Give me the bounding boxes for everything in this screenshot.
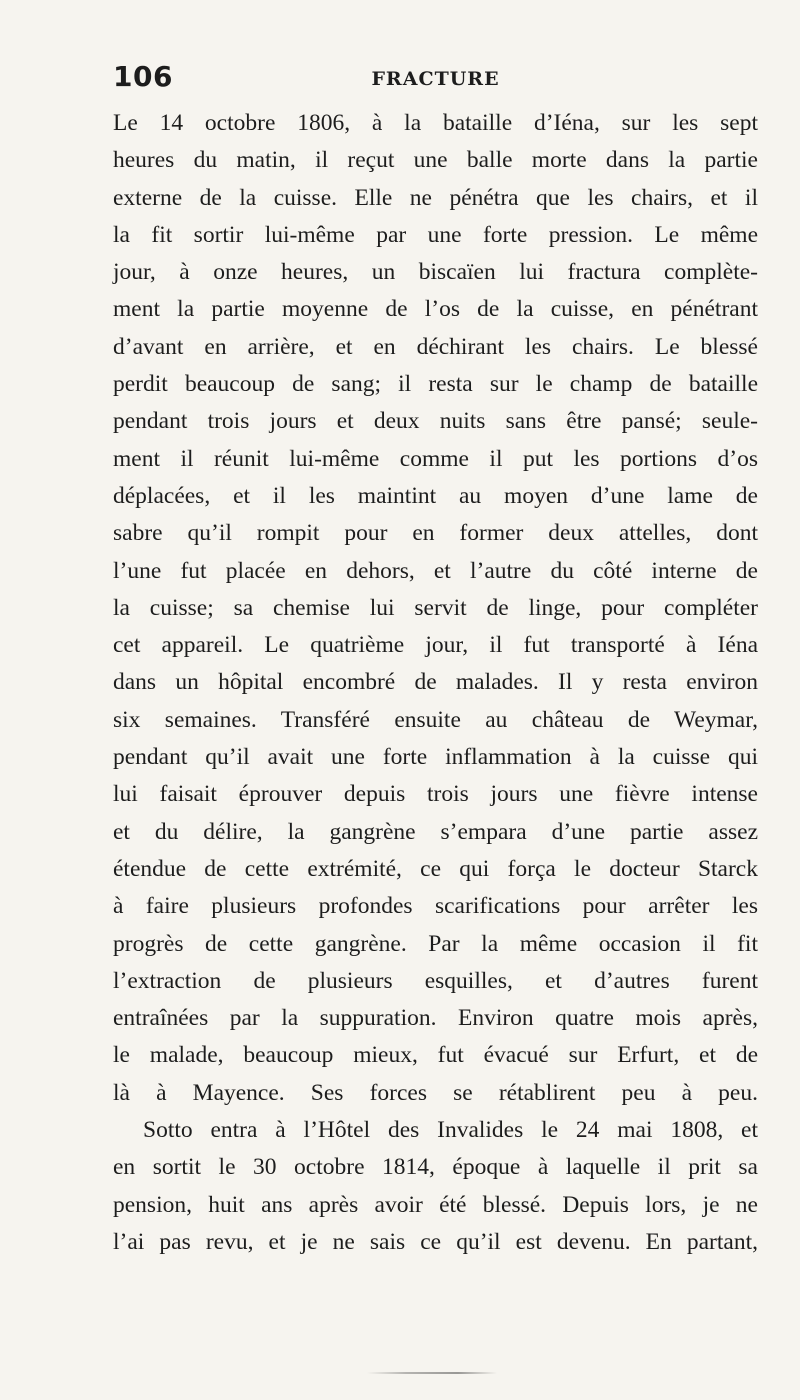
text-line: l’une fut placée en dehors, et l’autre du côté interne de	[113, 557, 758, 584]
text-line: cet appareil. Le quatrième jour, il fut transporté à Iéna	[113, 632, 758, 659]
text-line: la cuisse; sa chemise lui servit de linge, pour compléter	[113, 594, 758, 621]
text-line: étendue de cette extrémité, ce qui força le docteur Starck	[113, 855, 758, 882]
text-line: le malade, beaucoup mieux, fut évacué sur Erfurt, et de	[113, 1042, 758, 1069]
text-line: lui faisait éprouver depuis trois jours une fièvre intense	[113, 781, 758, 808]
text-line: en sortit le 30 octobre 1814, époque à laquelle il prit sa	[113, 1154, 758, 1181]
text-line: heures du matin, il reçut une balle morte dans la partie	[113, 147, 758, 174]
text-line: à faire plusieurs profondes scarifications pour arrêter les	[113, 893, 758, 920]
text-line: la fit sortir lui-même par une forte pression. Le même	[113, 221, 758, 248]
text-line: pension, huit ans après avoir été blessé. Depuis lors, je ne	[113, 1191, 758, 1218]
text-line: ment il réunit lui-même comme il put les portions d’os	[113, 445, 758, 472]
text-line: et du délire, la gangrène s’empara d’une partie assez	[113, 818, 758, 845]
body-text	[113, 105, 758, 1261]
text-line: là à Mayence. Ses forces se rétablirent peu à peu.	[113, 1079, 758, 1106]
text-line: dans un hôpital encombré de malades. Il y resta environ	[113, 669, 758, 696]
text-line: externe de la cuisse. Elle ne pénétra que les chairs, et il	[113, 184, 758, 211]
text-line: Sotto entra à l’Hôtel des Invalides le 24 mai 1808, et	[143, 1117, 758, 1144]
text-line: l’ai pas revu, et je ne sais ce qu’il est devenu. En partant,	[113, 1228, 758, 1255]
text-line: sabre qu’il rompit pour en former deux attelles, dont	[113, 520, 758, 547]
text-line: pendant trois jours et deux nuits sans être pansé; seule-	[113, 408, 758, 435]
text-line: progrès de cette gangrène. Par la même occasion il fit	[113, 930, 758, 957]
text-line: l’extraction de plusieurs esquilles, et d’autres furent	[113, 967, 758, 994]
page-smudge	[367, 1372, 497, 1374]
text-line: six semaines. Transféré ensuite au château de Weymar,	[113, 706, 758, 733]
text-line: perdit beaucoup de sang; il resta sur le champ de bataille	[113, 371, 758, 398]
text-line: entraînées par la suppuration. Environ quatre mois après,	[113, 1005, 758, 1032]
running-title: FRACTURE	[371, 68, 500, 90]
page-header	[113, 60, 758, 100]
page-number: 106	[113, 60, 173, 93]
text-line: déplacées, et il les maintint au moyen d’une lame de	[113, 482, 758, 509]
text-line: ment la partie moyenne de l’os de la cuisse, en pénétrant	[113, 296, 758, 323]
text-line: jour, à onze heures, un biscaïen lui fractura complète-	[113, 259, 758, 286]
text-line: Le 14 octobre 1806, à la bataille d’Iéna, sur les sept	[113, 110, 758, 136]
text-line: pendant qu’il avait une forte inflammation à la cuisse qui	[113, 744, 758, 771]
text-line: d’avant en arrière, et en déchirant les chairs. Le blessé	[113, 333, 758, 360]
